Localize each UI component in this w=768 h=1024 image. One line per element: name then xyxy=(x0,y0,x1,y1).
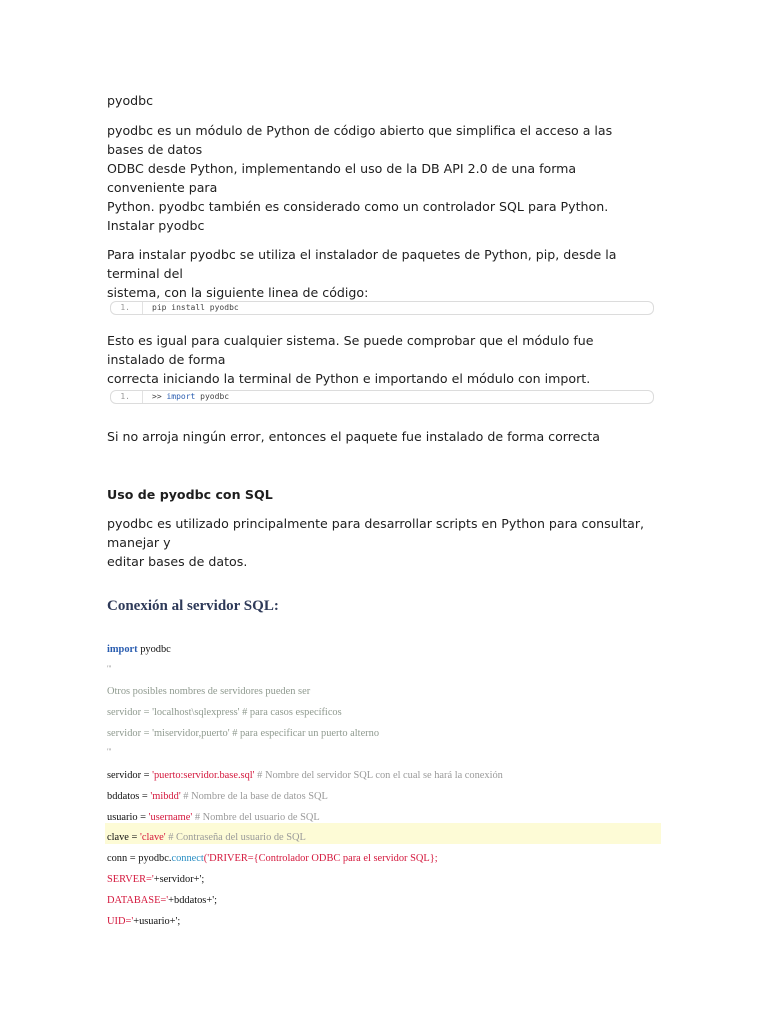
code-import-line: import pyodbc xyxy=(107,644,171,655)
code-servidor-line: servidor = 'puerto:servidor.base.sql' # Nombre del servidor SQL con el cual se hará la conexión xyxy=(107,770,503,781)
install-paragraph-2 xyxy=(107,331,652,388)
code-conn-line: conn = pyodbc.connect('DRIVER={Controlador ODBC para el servidor SQL}; xyxy=(107,853,438,864)
code-usuario-line: usuario = 'username' # Nombre del usuario de SQL xyxy=(107,812,320,823)
line-number: 1. xyxy=(111,391,143,403)
comment-line-1: Otros posibles nombres de servidores pueden ser xyxy=(107,686,311,697)
install-paragraph xyxy=(107,245,652,302)
keyword-import: import xyxy=(166,392,196,401)
usage-paragraph xyxy=(107,514,652,571)
code-database-line: DATABASE='+bddatos+'; xyxy=(107,895,217,906)
intro-line-2: ODBC desde Python, implementando el uso de la DB API 2.0 de una forma conveniente para xyxy=(107,161,577,195)
docstring-close: ''' xyxy=(107,747,112,756)
code-block-pip xyxy=(110,301,654,315)
code-text: pip install pyodbc xyxy=(152,303,239,312)
comment-line-3: servidor = 'miservidor,puerto' # para especificar un puerto alterno xyxy=(107,728,380,739)
sql-section-title: Conexión al servidor SQL: xyxy=(107,598,279,614)
install-p2-line-1: Esto es igual para cualquier sistema. Se puede comprobar que el módulo fue instalado de forma xyxy=(107,333,594,367)
usage-line-1: pyodbc es utilizado principalmente para desarrollar scripts en Python para consultar, manejar y xyxy=(107,516,645,550)
intro-line-3: Python. pyodbc también es considerado como un controlador SQL para Python. xyxy=(107,199,609,214)
code-bddatos-line: bddatos = 'mibdd' # Nombre de la base de datos SQL xyxy=(107,791,328,802)
install-line-1: Para instalar pyodbc se utiliza el instalador de paquetes de Python, pip, desde la terminal del xyxy=(107,247,617,281)
intro-line-1: pyodbc es un módulo de Python de código abierto que simplifica el acceso a las bases de datos xyxy=(107,123,613,157)
install-p2-line-2: correcta iniciando la terminal de Python e importando el módulo con import. xyxy=(107,371,591,386)
usage-line-2: editar bases de datos. xyxy=(107,554,248,569)
code-block-import xyxy=(110,390,654,404)
heading-uso: Uso de pyodbc con SQL xyxy=(107,487,273,502)
install-line-2: sistema, con la siguiente linea de código: xyxy=(107,285,369,300)
install-result: Si no arroja ningún error, entonces el paquete fue instalado de forma correcta xyxy=(107,429,600,444)
comment-line-2: servidor = 'localhost\sqlexpress' # para casos específicos xyxy=(107,707,342,718)
code-server-line: SERVER='+servidor+'; xyxy=(107,874,205,885)
code-text: >> import pyodbc xyxy=(152,392,230,401)
heading-instalar: Instalar pyodbc xyxy=(107,218,205,233)
intro-paragraph xyxy=(107,121,652,216)
code-uid-line: UID='+usuario+'; xyxy=(107,916,181,927)
docstring-open: ''' xyxy=(107,664,112,673)
heading-pyodbc: pyodbc xyxy=(107,93,154,108)
code-clave-line: clave = 'clave' # Contraseña del usuario de SQL xyxy=(107,832,306,843)
line-number: 1. xyxy=(111,302,143,314)
